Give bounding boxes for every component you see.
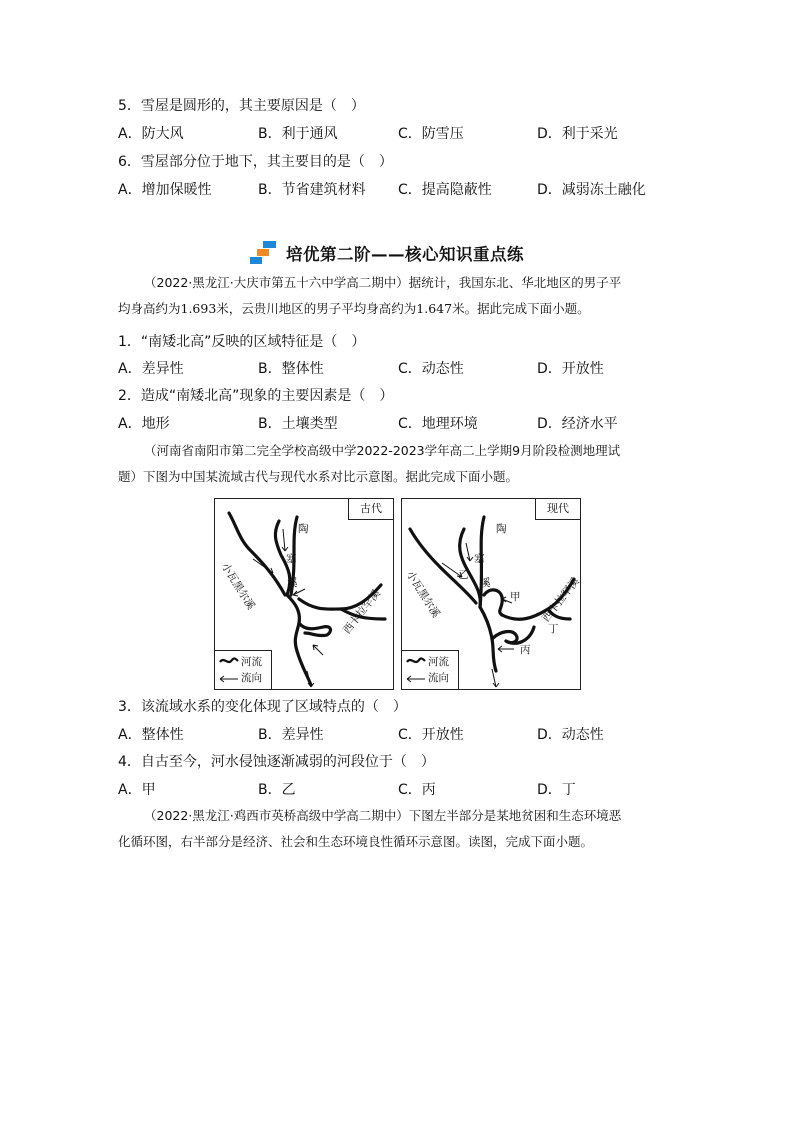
label-xika: 西卡拉罕溪 (341, 587, 383, 637)
label-jia: 甲 (510, 591, 521, 603)
passage-3-text-line2: 化循环图，右半部分是经济、社会和生态环境良性循环示意图。读图，完成下面小题。 (118, 834, 594, 849)
label-xi: 溪 (287, 577, 298, 589)
question-4-stem: 4．自古至今，河水侵蚀逐渐减弱的河段位于（ ） (118, 754, 435, 770)
option-c[interactable]: C．防雪压 (398, 126, 464, 142)
option-d[interactable]: D．减弱冻土融化 (537, 182, 646, 198)
map-ancient (214, 498, 394, 690)
question-2-stem: 2．造成“南矮北高”现象的主要因素是（ ） (118, 388, 394, 404)
legend-icons (215, 651, 241, 689)
option-b[interactable]: B．节省建筑材料 (258, 182, 366, 198)
option-c[interactable]: C．地理环境 (398, 416, 478, 432)
passage-1 (118, 270, 678, 322)
legend-icons (402, 651, 428, 689)
option-d[interactable]: D．利于采光 (537, 126, 618, 142)
option-c[interactable]: C．开放性 (398, 727, 464, 743)
flow-arrow (293, 589, 305, 595)
question-1-stem: 1．“南矮北高”反映的区域特征是（ ） (118, 334, 366, 350)
flow-arrow (253, 559, 273, 573)
label-tao: 陶 (496, 523, 507, 535)
flow-legend-icon (220, 676, 238, 682)
option-a[interactable]: A．地形 (118, 416, 170, 432)
heading-decoration-icon (250, 238, 286, 268)
question-6-options (118, 181, 678, 199)
river-loop (299, 623, 330, 636)
option-c[interactable]: C．提高隐蔽性 (398, 182, 492, 198)
label-xika: 西卡拉罕溪 (540, 575, 582, 625)
option-b[interactable]: B．乙 (258, 782, 296, 798)
option-d[interactable]: D．经济水平 (537, 416, 618, 432)
map-modern (401, 498, 581, 690)
option-b[interactable]: B．差异性 (258, 727, 324, 743)
question-5-options (118, 125, 678, 143)
passage-3 (118, 803, 678, 855)
option-c[interactable]: C．动态性 (398, 361, 464, 377)
option-a[interactable]: A．差异性 (118, 361, 184, 377)
legend-flow: 流向 (428, 672, 449, 684)
label-sai: 塞 (474, 553, 485, 565)
label-xiaowa: 小瓦黑尔溪 (403, 569, 442, 620)
section-title: 培优第二阶——核心知识重点练 (286, 245, 524, 264)
river-bend-ding (506, 627, 534, 643)
passage-3-source: （2022·黑龙江·鸡西市英桥高级中学高二期中） (144, 808, 409, 823)
question-1-options (118, 360, 678, 378)
flow-legend-icon (407, 676, 425, 682)
passage-3-text-line1: 下图左半部分是某地贫困和生态环境恶 (408, 808, 622, 823)
label-ding: 丁 (548, 623, 559, 635)
option-d[interactable]: D．丁 (537, 782, 576, 798)
option-a[interactable]: A．甲 (118, 782, 156, 798)
option-b[interactable]: B．土壤类型 (258, 416, 338, 432)
option-d[interactable]: D．开放性 (537, 361, 604, 377)
passage-2-source-cont: 题） (118, 469, 144, 484)
river-legend-icon (407, 658, 425, 662)
flow-arrow (283, 529, 285, 551)
legend-river: 河流 (428, 656, 449, 668)
option-a[interactable]: A．防大风 (118, 126, 184, 142)
river-bend-jia (484, 590, 502, 615)
option-a[interactable]: A．整体性 (118, 727, 184, 743)
passage-2 (118, 438, 678, 490)
option-b[interactable]: B．利于通风 (258, 126, 338, 142)
legend-river: 河流 (241, 656, 262, 668)
river-legend-icon (220, 658, 238, 662)
label-bing: 丙 (520, 644, 531, 656)
passage-2-text: 下图为中国某流域古代与现代水系对比示意图。据此完成下面小题。 (143, 469, 519, 484)
map-legend (215, 650, 272, 689)
flow-arrow (313, 645, 323, 655)
map-era-label: 现代 (535, 499, 580, 520)
option-b[interactable]: B．整体性 (258, 361, 324, 377)
label-yi: 乙 (458, 569, 469, 581)
passage-1-text-line2: 均身高约为1.693米，云贵川地区的男子平均身高约为1.647米。据此完成下面小题。 (118, 301, 590, 316)
map-era-label: 古代 (348, 499, 393, 520)
passage-2-source: （河南省南阳市第二完全学校高级中学2022-2023学年高二上学期9月阶段检测地理试 (144, 443, 621, 458)
label-sai: 塞 (286, 553, 297, 565)
label-xi: 溪 (480, 577, 491, 589)
question-3-stem: 3．该流域水系的变化体现了区域特点的（ ） (118, 699, 407, 715)
question-6-stem: 6．雪屋部分位于地下，其主要目的是（ ） (118, 154, 393, 170)
label-xiaowa: 小瓦黑尔溪 (218, 561, 257, 612)
option-d[interactable]: D．动态性 (537, 727, 604, 743)
option-a[interactable]: A．增加保暖性 (118, 182, 212, 198)
question-4-options (118, 781, 678, 799)
map-legend (402, 650, 459, 689)
passage-1-source: （2022·黑龙江·大庆市第五十六中学高二期中） (144, 275, 409, 290)
legend-flow: 流向 (241, 672, 262, 684)
question-3-options (118, 726, 678, 744)
question-5-stem: 5．雪屋是圆形的，其主要原因是（ ） (118, 98, 365, 114)
label-tao: 陶 (298, 523, 309, 535)
passage-1-text-line1: 据统计，我国东北、华北地区的男子平 (408, 275, 622, 290)
option-c[interactable]: C．丙 (398, 782, 436, 798)
question-2-options (118, 415, 678, 433)
